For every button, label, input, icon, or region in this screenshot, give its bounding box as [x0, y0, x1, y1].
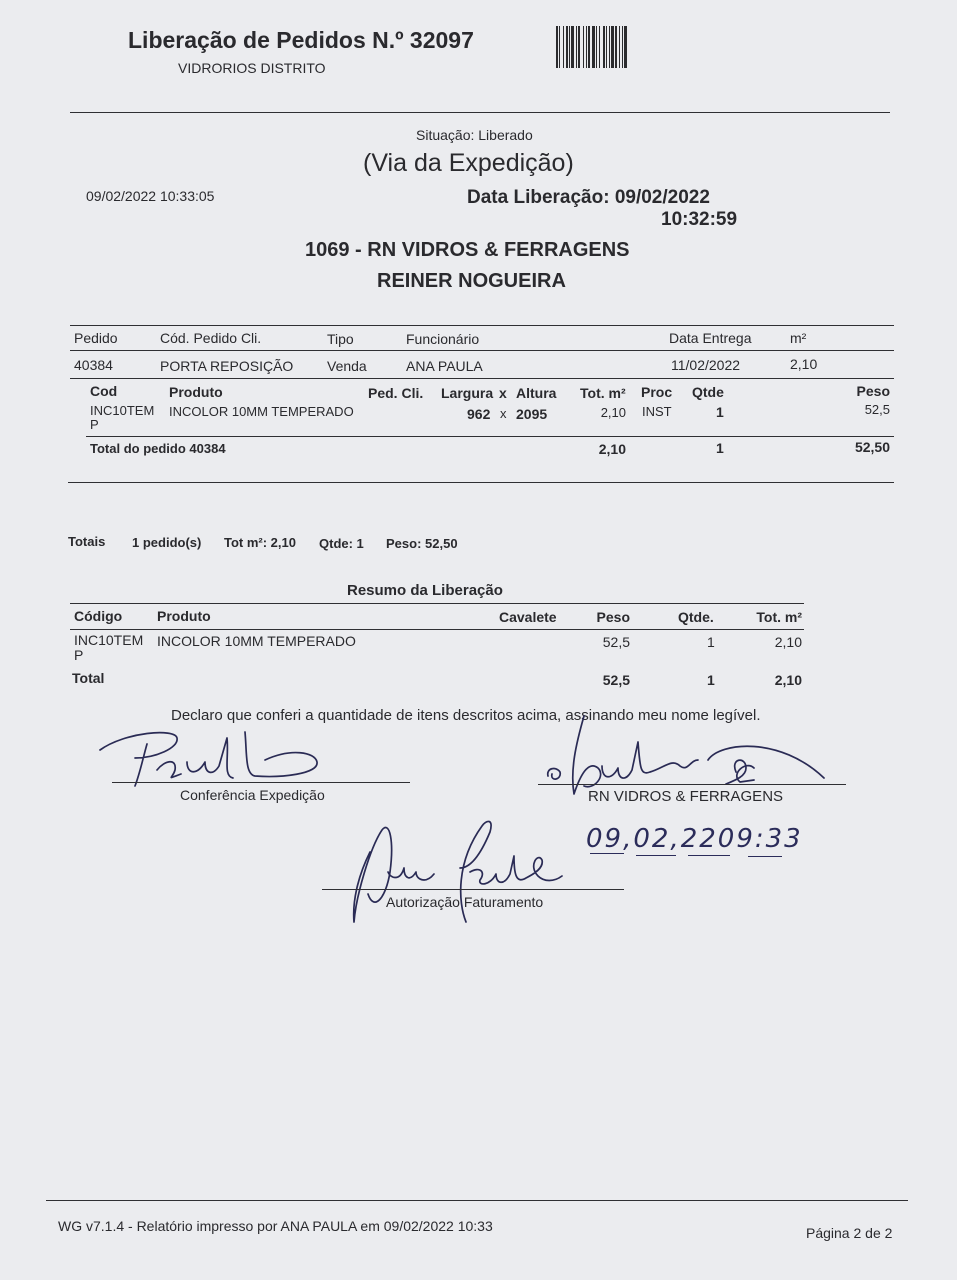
item-width: 962: [467, 406, 491, 422]
summary-code-line1: INC10TEM: [74, 632, 144, 648]
summary-total-label: Total: [72, 670, 105, 686]
page-number: Página 2 de 2: [806, 1225, 893, 1241]
print-datetime: 09/02/2022 10:33:05: [86, 188, 215, 204]
summary-total-m2: 2,10: [774, 672, 802, 688]
footer-rule: [46, 1200, 908, 1201]
col-header-cod-cli: Cód. Pedido Cli.: [160, 330, 262, 346]
item-qtde: 1: [716, 404, 724, 420]
summary-title: Resumo da Liberação: [347, 582, 503, 599]
order-table-top-rule: [70, 325, 894, 326]
item-header-peso: Peso: [856, 383, 890, 399]
faturamento-signature-label: Autorização Faturamento: [386, 894, 544, 910]
order-total-weight: 52,50: [854, 439, 890, 455]
totals-weight: Peso: 52,50: [386, 536, 458, 551]
summary-col-tot-m2: Tot. m²: [756, 609, 802, 625]
order-client-code: PORTA REPOSIÇÃO: [160, 358, 294, 374]
totals-label: Totais: [68, 534, 106, 549]
order-m2: 2,10: [790, 356, 818, 372]
client-signature-label: RN VIDROS & FERRAGENS: [588, 788, 784, 805]
release-date: Data Liberação: 09/02/2022: [467, 187, 710, 208]
summary-product: INCOLOR 10MM TEMPERADO: [157, 633, 356, 649]
item-header-altura: Altura: [516, 385, 557, 401]
item-header-ped-cli: Ped. Cli.: [368, 385, 424, 401]
order-total-rule: [86, 436, 894, 437]
item-header-produto: Produto: [169, 384, 223, 400]
release-time: 10:32:59: [661, 209, 738, 230]
signature-expedicao: [95, 718, 335, 798]
summary-code-line2: P: [74, 647, 84, 663]
summary-col-qtde: Qtde.: [678, 609, 714, 625]
col-header-funcionario: Funcionário: [406, 331, 480, 347]
date-underline-1: [590, 853, 624, 854]
client-name: 1069 - RN VIDROS & FERRAGENS: [305, 239, 630, 261]
order-delivery-date: 11/02/2022: [671, 357, 741, 373]
item-times: x: [500, 406, 507, 421]
totals-orders: 1 pedido(s): [132, 535, 202, 550]
handwritten-date: 09,02,2209:33: [586, 824, 803, 854]
signature-faturamento: [330, 812, 570, 938]
item-header-proc: Proc: [641, 384, 673, 400]
item-product: INCOLOR 10MM TEMPERADO: [169, 404, 354, 419]
expedicao-signature-line: [112, 782, 410, 783]
summary-total-weight: 52,5: [602, 672, 630, 688]
summary-col-peso: Peso: [596, 609, 630, 625]
summary-col-cavalete: Cavalete: [499, 609, 557, 625]
order-table-bottom-rule: [68, 482, 894, 483]
summary-total-qtde: 1: [707, 672, 715, 688]
item-proc: INST: [642, 404, 672, 419]
item-weight: 52,5: [864, 402, 890, 417]
date-underline-2: [636, 855, 676, 856]
item-header-qtde: Qtde: [692, 384, 724, 400]
declaration-text: Declaro que conferi a quantidade de itens descritos acima, assinando meu nome legível.: [171, 707, 761, 724]
item-header-largura: Largura: [441, 385, 494, 401]
summary-tot-m2: 2,10: [774, 634, 802, 650]
item-height: 2095: [516, 406, 548, 422]
client-signature-line: [538, 784, 846, 785]
date-underline-3: [688, 855, 730, 856]
order-total-label: Total do pedido 40384: [90, 441, 226, 456]
order-total-m2: 2,10: [598, 441, 626, 457]
summary-weight: 52,5: [602, 634, 630, 650]
company-name: VIDRORIOS DISTRITO: [178, 60, 326, 76]
item-header-x: x: [499, 385, 507, 401]
header-divider: [70, 112, 890, 113]
status-text: Situação: Liberado: [416, 127, 533, 143]
summary-qtde: 1: [707, 634, 715, 650]
client-contact: REINER NOGUEIRA: [377, 270, 566, 292]
order-row-rule: [70, 378, 894, 379]
order-total-qtde: 1: [716, 440, 724, 456]
copy-type: (Via da Expedição): [363, 149, 574, 177]
item-tot-m2: 2,10: [600, 405, 626, 420]
order-number: 40384: [74, 357, 113, 373]
summary-col-produto: Produto: [157, 608, 211, 624]
totals-m2: Tot m²: 2,10: [224, 535, 296, 550]
item-code-line2: P: [90, 417, 99, 432]
item-header-tot-m2: Tot. m²: [580, 385, 626, 401]
item-header-cod: Cod: [90, 383, 118, 399]
date-underline-4: [748, 856, 782, 857]
summary-header-rule: [70, 629, 804, 630]
col-header-tipo: Tipo: [327, 331, 354, 347]
report-title: Liberação de Pedidos N.º 32097: [128, 27, 474, 53]
order-employee: ANA PAULA: [406, 358, 483, 374]
expedicao-signature-label: Conferência Expedição: [180, 787, 325, 803]
totals-qtde: Qtde: 1: [319, 536, 364, 551]
order-header-rule: [70, 350, 894, 351]
barcode: [556, 26, 700, 68]
col-header-pedido: Pedido: [74, 330, 118, 346]
col-header-m2: m²: [790, 330, 807, 346]
item-code-line1: INC10TEM: [90, 403, 155, 418]
summary-col-codigo: Código: [74, 608, 123, 624]
col-header-data-entrega: Data Entrega: [669, 330, 752, 346]
summary-top-rule: [70, 603, 804, 604]
faturamento-signature-line: [322, 889, 624, 890]
printed-by: WG v7.1.4 - Relatório impresso por ANA PAULA em 09/02/2022 10:33: [58, 1218, 493, 1234]
order-type: Venda: [327, 358, 367, 374]
